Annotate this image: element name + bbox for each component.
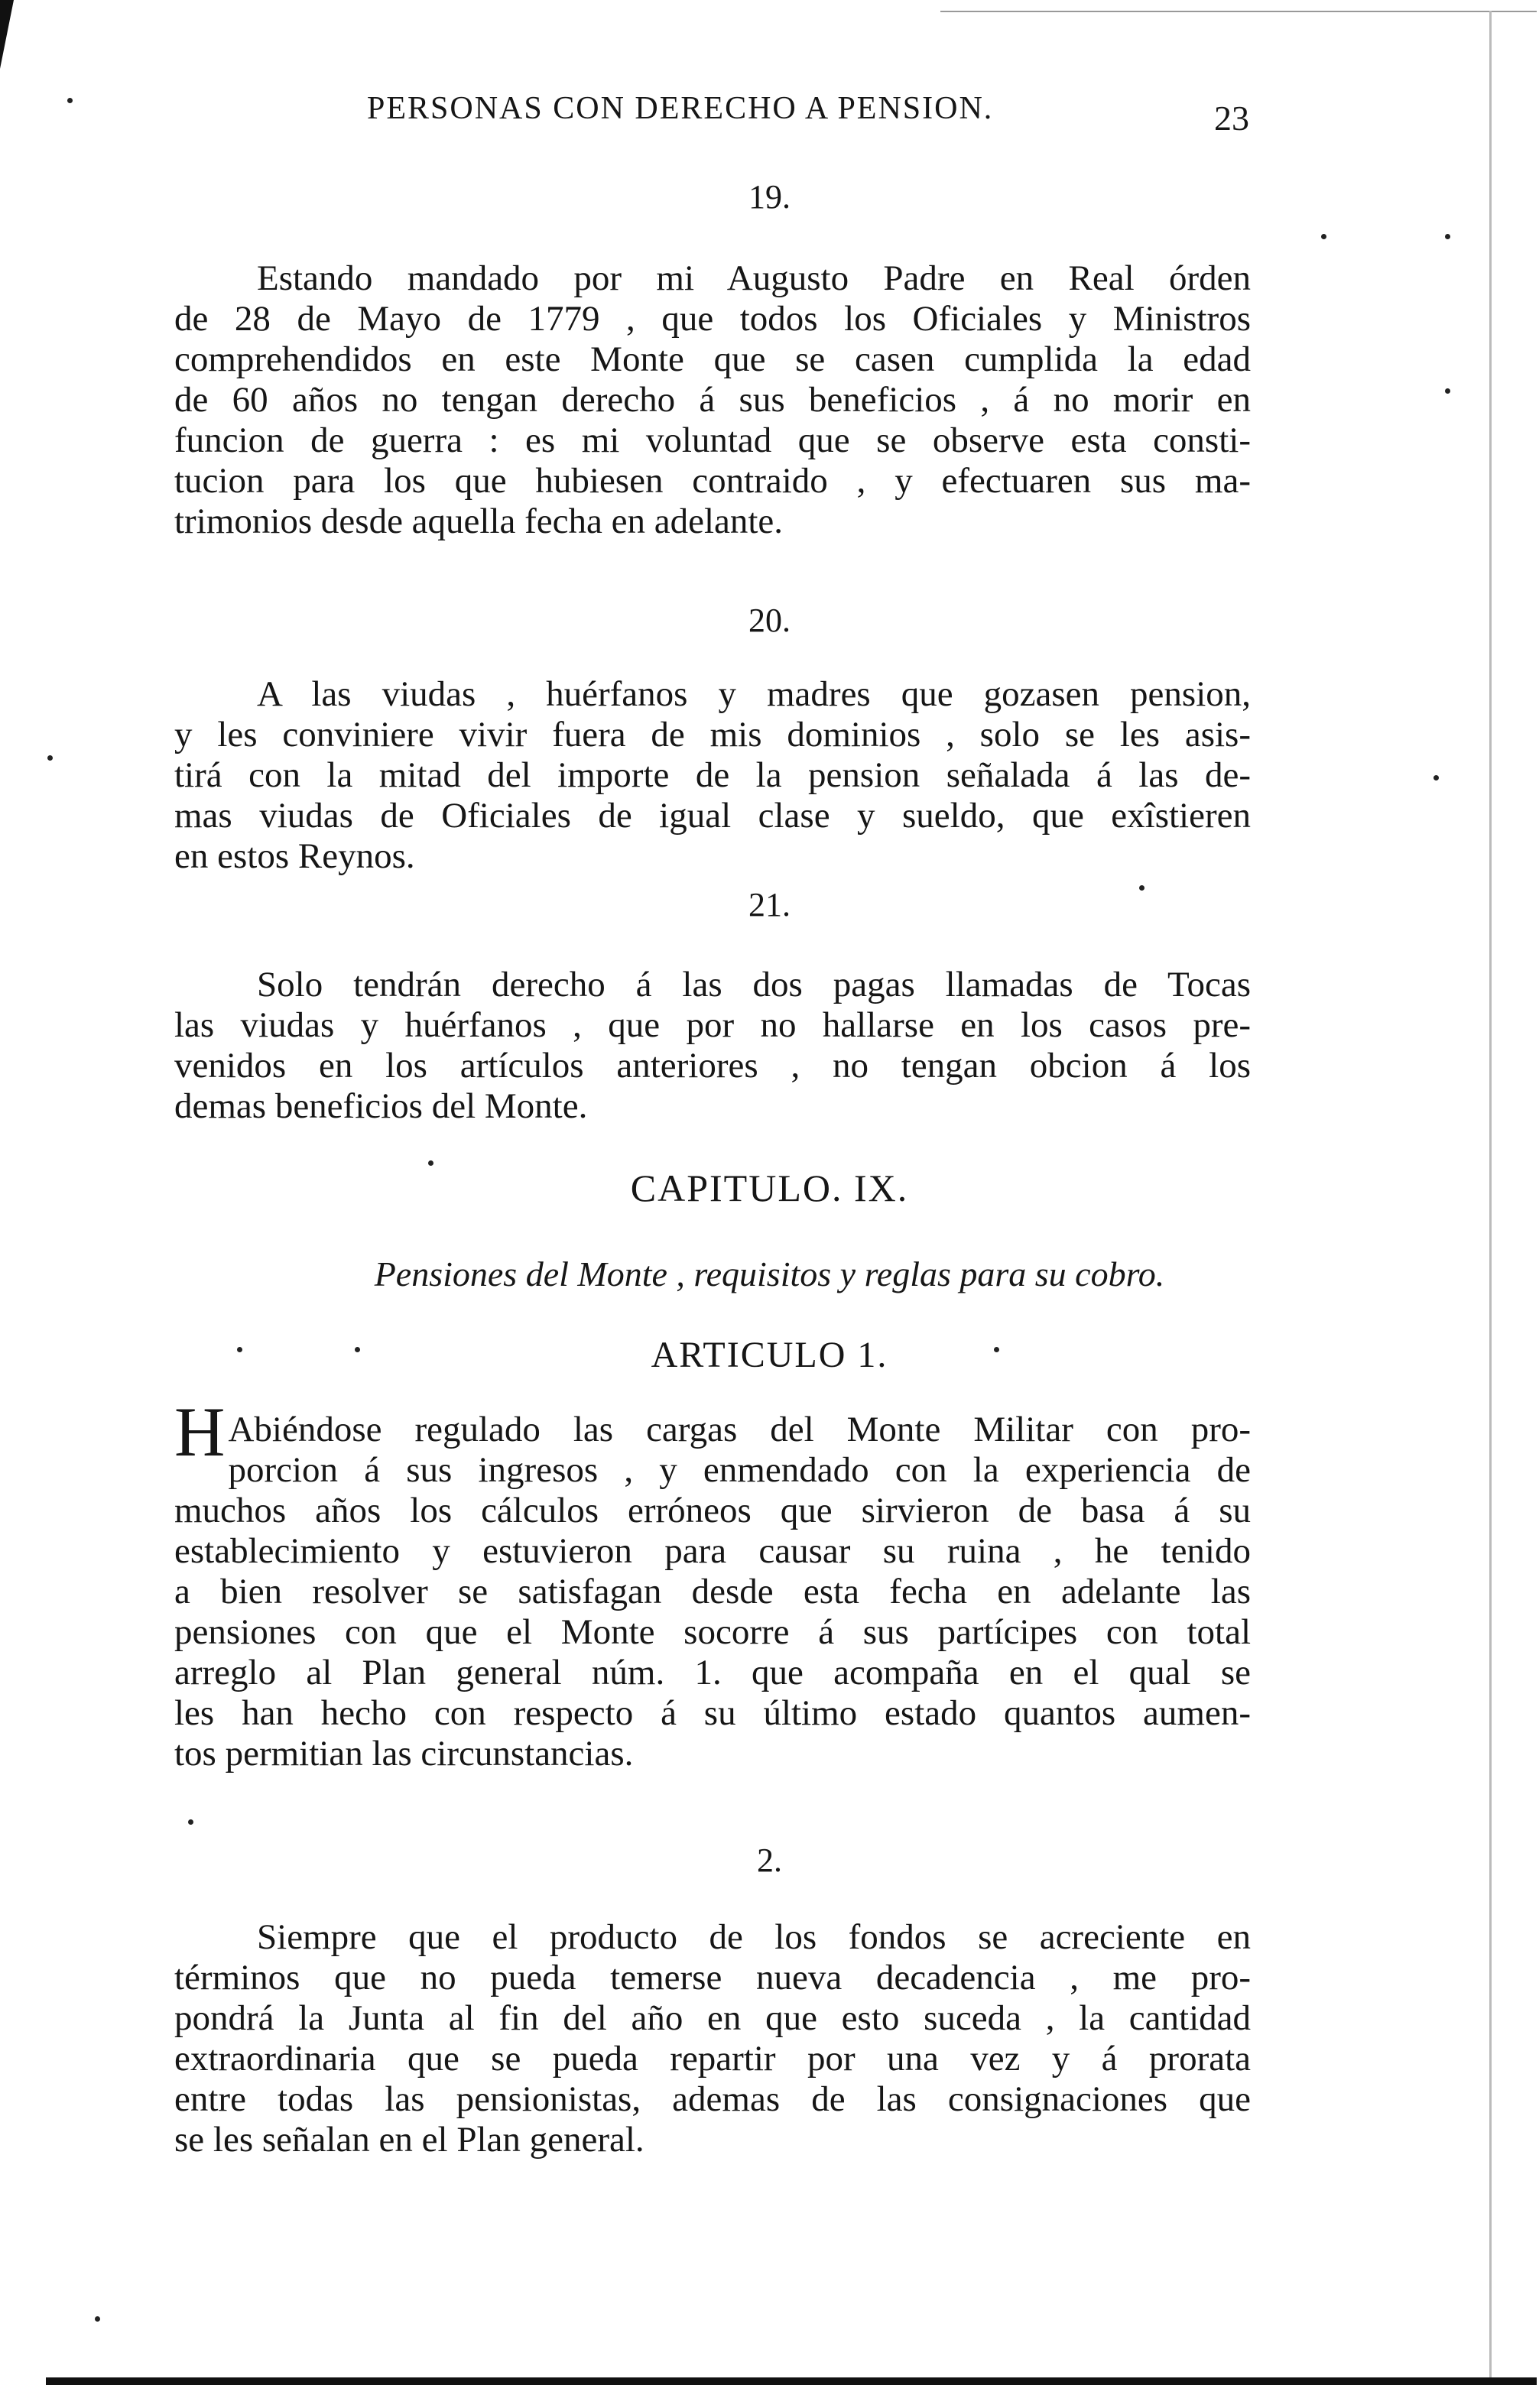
drop-cap: H (174, 1393, 226, 1471)
paragraph-line: y les conviniere vivir fuera de mis dominios , solo se les asis- (174, 715, 1251, 755)
chapter-title: CAPITULO. IX. (630, 1167, 909, 1209)
ink-speck (47, 755, 53, 761)
paragraph-line: arreglo al Plan general núm. 1. que acompaña en el qual se (174, 1653, 1251, 1692)
paragraph-line: de 60 años no tengan derecho á sus beneficios , á no morir en (174, 380, 1251, 420)
ink-speck (237, 1347, 242, 1352)
ink-speck (1321, 234, 1326, 239)
paragraph-line: extraordinaria que se pueda repartir por una vez y á prorata (174, 2039, 1251, 2079)
section-number-20: 20. (748, 602, 791, 639)
section-number-19: 19. (748, 178, 791, 216)
ink-speck (1433, 775, 1439, 780)
paragraph-19 (174, 258, 1251, 542)
paragraph-line: a bien resolver se satisfagan desde esta fecha en adelante las (174, 1572, 1251, 1611)
chapter-subtitle: Pensiones del Monte , requisitos y reglas para su cobro. (374, 1254, 1165, 1293)
paragraph-line: entre todas las pensionistas, ademas de las consignaciones que (174, 2079, 1251, 2119)
running-title: PERSONAS CON DERECHO A PENSION. (367, 91, 994, 126)
paragraph-line: demas beneficios del Monte. (174, 1086, 588, 1126)
paragraph-line: pondrá la Junta al fin del año en que esto suceda , la cantidad (174, 1998, 1251, 2038)
ink-speck (67, 98, 73, 103)
paragraph-21 (174, 965, 1251, 1127)
paragraph-line: Abiéndose regulado las cargas del Monte Militar con pro- (228, 1410, 1251, 1449)
paragraph-line: les han hecho con respecto á su último estado quantos aumen- (174, 1693, 1251, 1733)
paragraph-line: funcion de guerra : es mi voluntad que se observe esta consti- (174, 420, 1251, 460)
top-edge-rule (940, 11, 1537, 12)
article-2-paragraph (174, 1917, 1251, 2160)
ink-speck (428, 1160, 433, 1166)
paragraph-line: tucion para los que hubiesen contraido , y efectuaren sus ma- (174, 461, 1251, 501)
ink-speck (188, 1819, 193, 1825)
paragraph-line: Estando mandado por mi Augusto Padre en Real órden (257, 258, 1251, 298)
ink-speck (355, 1347, 360, 1352)
paragraph-line: A las viudas , huérfanos y madres que gozasen pension, (257, 674, 1251, 714)
section-number-21: 21. (748, 886, 791, 923)
paragraph-line: Siempre que el producto de los fondos se acreciente en (257, 1917, 1251, 1957)
paragraph-line: tos permitian las circunstancias. (174, 1734, 634, 1774)
paragraph-line: se les señalan en el Plan general. (174, 2120, 644, 2160)
paragraph-line: mas viudas de Oficiales de igual clase y sueldo, que exîstieren (174, 796, 1251, 836)
paragraph-line: venidos en los artículos anteriores , no tengan obcion á los (174, 1046, 1251, 1086)
article-number-2: 2. (757, 1842, 782, 1879)
article-heading: ARTICULO 1. (651, 1335, 888, 1375)
paragraph-line: establecimiento y estuvieron para causar su ruina , he tenido (174, 1531, 1251, 1571)
ink-speck (994, 1347, 999, 1352)
paragraph-line: porcion á sus ingresos , y enmendado con la experiencia de (228, 1450, 1251, 1490)
article-1-paragraph (174, 1393, 1251, 1774)
paragraph-line: las viudas y huérfanos , que por no hallarse en los casos pre- (174, 1005, 1251, 1045)
paragraph-line: tirá con la mitad del importe de la pension señalada á las de- (174, 755, 1251, 795)
bottom-page-edge (46, 2377, 1537, 2385)
ink-speck (1445, 234, 1450, 239)
ink-speck (1139, 885, 1145, 891)
corner-ink-mark (0, 0, 18, 69)
page-number: 23 (1214, 99, 1249, 138)
paragraph-line: comprehendidos en este Monte que se casen cumplida la edad (174, 339, 1251, 379)
paragraph-line: de 28 de Mayo de 1779 , que todos los Oficiales y Ministros (174, 299, 1251, 339)
paragraph-line: trimonios desde aquella fecha en adelante. (174, 501, 784, 541)
paragraph-line: muchos años los cálculos erróneos que sirvieron de basa á su (174, 1491, 1251, 1530)
ink-speck (1445, 388, 1450, 394)
paragraph-line: Solo tendrán derecho á las dos pagas llamadas de Tocas (257, 965, 1251, 1004)
paragraph-line: pensiones con que el Monte socorre á sus partícipes con total (174, 1612, 1251, 1652)
paragraph-line: términos que no pueda temerse nueva decadencia , me pro- (174, 1958, 1251, 1997)
ink-speck (95, 2316, 100, 2322)
paragraph-line: en estos Reynos. (174, 836, 415, 876)
paragraph-20 (174, 674, 1251, 877)
